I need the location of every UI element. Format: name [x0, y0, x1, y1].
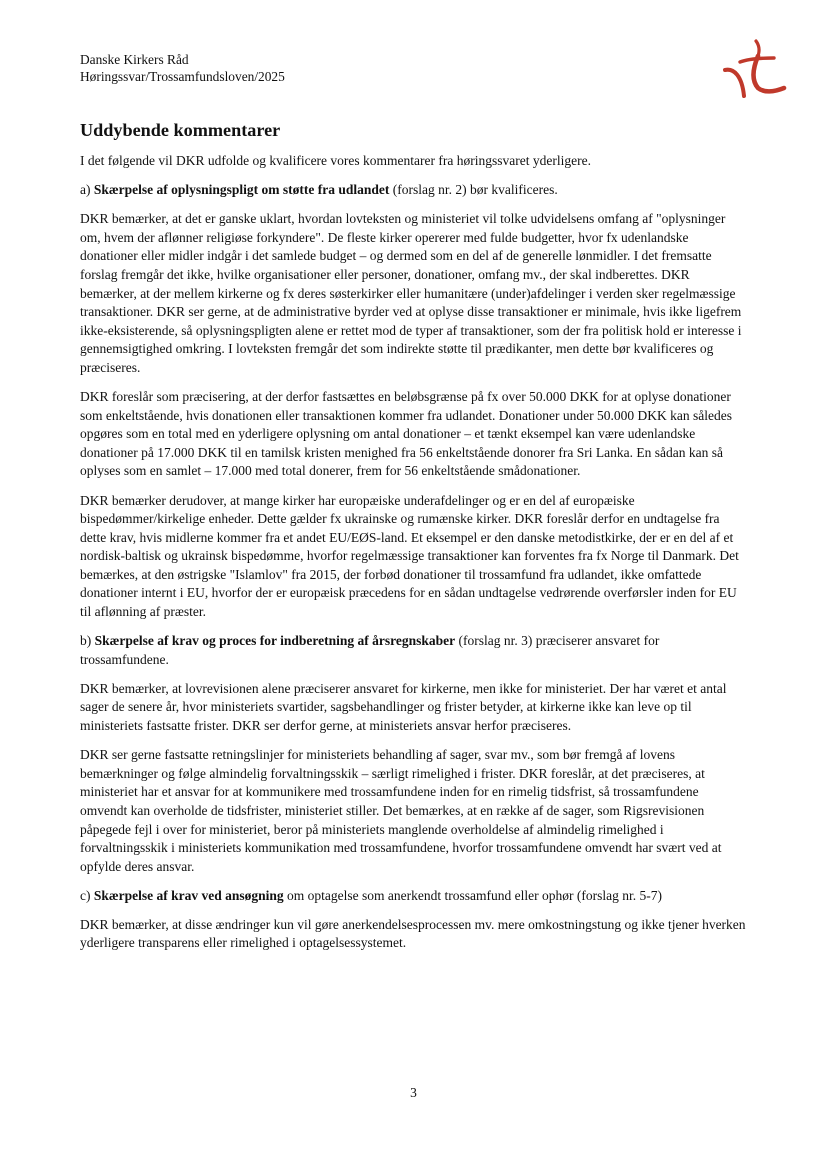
subsection-a-prefix: a)	[80, 182, 94, 198]
subsection-b-suffix: (forslag nr. 3) præciserer ansvaret for trossamfundene.	[80, 633, 660, 667]
subsection-b-bold: Skærpelse af krav og proces for indberetning af årsregnskaber	[94, 633, 456, 649]
dkr-cross-logo-icon	[720, 38, 792, 100]
subsection-c-heading	[80, 887, 747, 906]
page-body	[80, 119, 747, 964]
document-header	[80, 51, 285, 85]
subsection-b-paragraph-2: DKR ser gerne fastsatte retningslinjer for ministeriets behandling af sager, svar mv., som bør fremgå af lovens bemærkninger og følge almindelig forvaltningsskik – særligt rimelighed i frister. DKR foreslår, at det præciseres, at ministeriet har et ansvar for at kommunikere med trossamfundene inden for en rimelig tidsfrist, så trossamfundene omvendt kan overholde de tidsfrister, ministeriet stiller. Det bemærkes, at en række af de sager, som Rigsrevisionen påpegede fejl i over for ministeriet, beror på ministeriets manglende overholdelse af almindelig rimelighed i forvaltningsskik i ministeriets kommunikation med trossamfundene, hvorfor trossamfundene omvendt har svært ved at opfylde deres ansvar.	[80, 747, 722, 874]
subsection-a-paragraph-3: DKR bemærker derudover, at mange kirker har europæiske underafdelinger og er en del af europæiske bispedømmer/kirkelige enheder. Dette gælder fx ukrainske og rumænske kirker. DKR foreslår derfor en undtagelse fra dette krav, hvis midlerne kommer fra et andet EU/EØS-land. Et eksempel er den danske metodistkirke, der er en del af et nordisk-baltisk og ukrainsk bispedømme, hvorfor regelmæssige transaktioner kan forventes fra fx Norge til Danmark. Det bemærkes, at den østrigske "Islamlov" fra 2015, der forbød donationer til trossamfund fra udlandet, ikke omfattede donationer internt i EU, hvorfor der er europæisk præcedens for en sådan undtagelse vedrørende overførsler inden for EU til aflønning af præster.	[80, 492, 739, 620]
document-reference: Høringssvar/Trossamfundsloven/2025	[80, 69, 285, 84]
subsection-b-prefix: b)	[80, 633, 95, 649]
subsection-a-suffix: (forslag nr. 2) bør kvalificeres.	[389, 182, 558, 198]
subsection-c-suffix: om optagelse som anerkendt trossamfund eller ophør (forslag nr. 5-7)	[283, 887, 662, 903]
subsection-b-paragraph-1: DKR bemærker, at lovrevisionen alene præciserer ansvaret for kirkerne, men ikke for ministeriet. Der har været et antal sager de senere år, hvor ministeriets svartider, sagsbehandlinger og frister betyder, at kirkerne ikke kan leve op til ministeriets fastsatte frister. DKR ser derfor gerne, at ministeriets ansvar herfor præciseres.	[80, 680, 727, 734]
page-number: 3	[410, 1085, 417, 1100]
subsection-a-paragraph-2: DKR foreslår som præcisering, at der derfor fastsættes en beløbsgrænse på fx over 50.000 DKK for at oplyse donationer som enkeltstående, hvis donationen eller transaktionen kommer fra udlandet. Donationer under 50.000 DKK kan således opgøres som en total med en yderligere oplysning om antal donationer – et tænkt eksempel kan være udenlandske donationer på 17.000 DKK til en tamilsk kristen menighed fra 56 enkeltstående donorer fra Sri Lanka. En sådan kan så oplyses som en samlet – 17.000 med total donerer, frem for 56 enkeltstående smådonationer.	[80, 389, 732, 479]
subsection-a-heading	[80, 181, 747, 200]
subsection-b-heading	[80, 632, 747, 669]
intro-paragraph: I det følgende vil DKR udfolde og kvalificere vores kommentarer fra høringssvaret yderligere.	[80, 153, 591, 168]
subsection-c-prefix: c)	[80, 887, 94, 903]
organization-name: Danske Kirkers Råd	[80, 52, 189, 67]
subsection-a-bold: Skærpelse af oplysningspligt om støtte fra udlandet	[93, 182, 390, 198]
subsection-a-paragraph-1: DKR bemærker, at det er ganske uklart, hvordan lovteksten og ministeriet vil tolke udvidelsens omfang af "oplysninger om, hvem der aflønner religiøse forkyndere". De fleste kirker opererer med fulde budgetter, hvor fx udenlandske donationer eller midler indgår i det samlede budget – og dermed som en del af de generelle lønmidler. I det fremsatte forslag fremgår det ikke, hvilke organisationer eller personer, donationer, omfang mv., der skal indberettes. DKR bemærker, at der mellem kirkerne og fx deres søsterkirker eller humanitære (under)afdelinger i verden sker regelmæssige transaktioner. DKR ser gerne, at de administrative byrder ved at oplyse disse transaktioner er minimale, hvis ikke ligefrem ikke-eksisterende, så oplysningspligten alene er rettet mod de typer af transaktioner, som der fra politisk hold er interesse i gennemsigtighed omkring. I lovteksten fremgår det som indirekte støtte til prædikanter, men dette bør kvalificeres og præciseres.	[80, 211, 742, 375]
subsection-c-paragraph-1: DKR bemærker, at disse ændringer kun vil gøre anerkendelsesprocessen mv. mere omkostningstung og ikke tjener hverken yderligere transparens eller rimelighed i optagelsessystemet.	[80, 916, 746, 951]
subsection-c-bold: Skærpelse af krav ved ansøgning	[93, 887, 284, 903]
section-heading: Uddybende kommentarer	[80, 120, 281, 140]
